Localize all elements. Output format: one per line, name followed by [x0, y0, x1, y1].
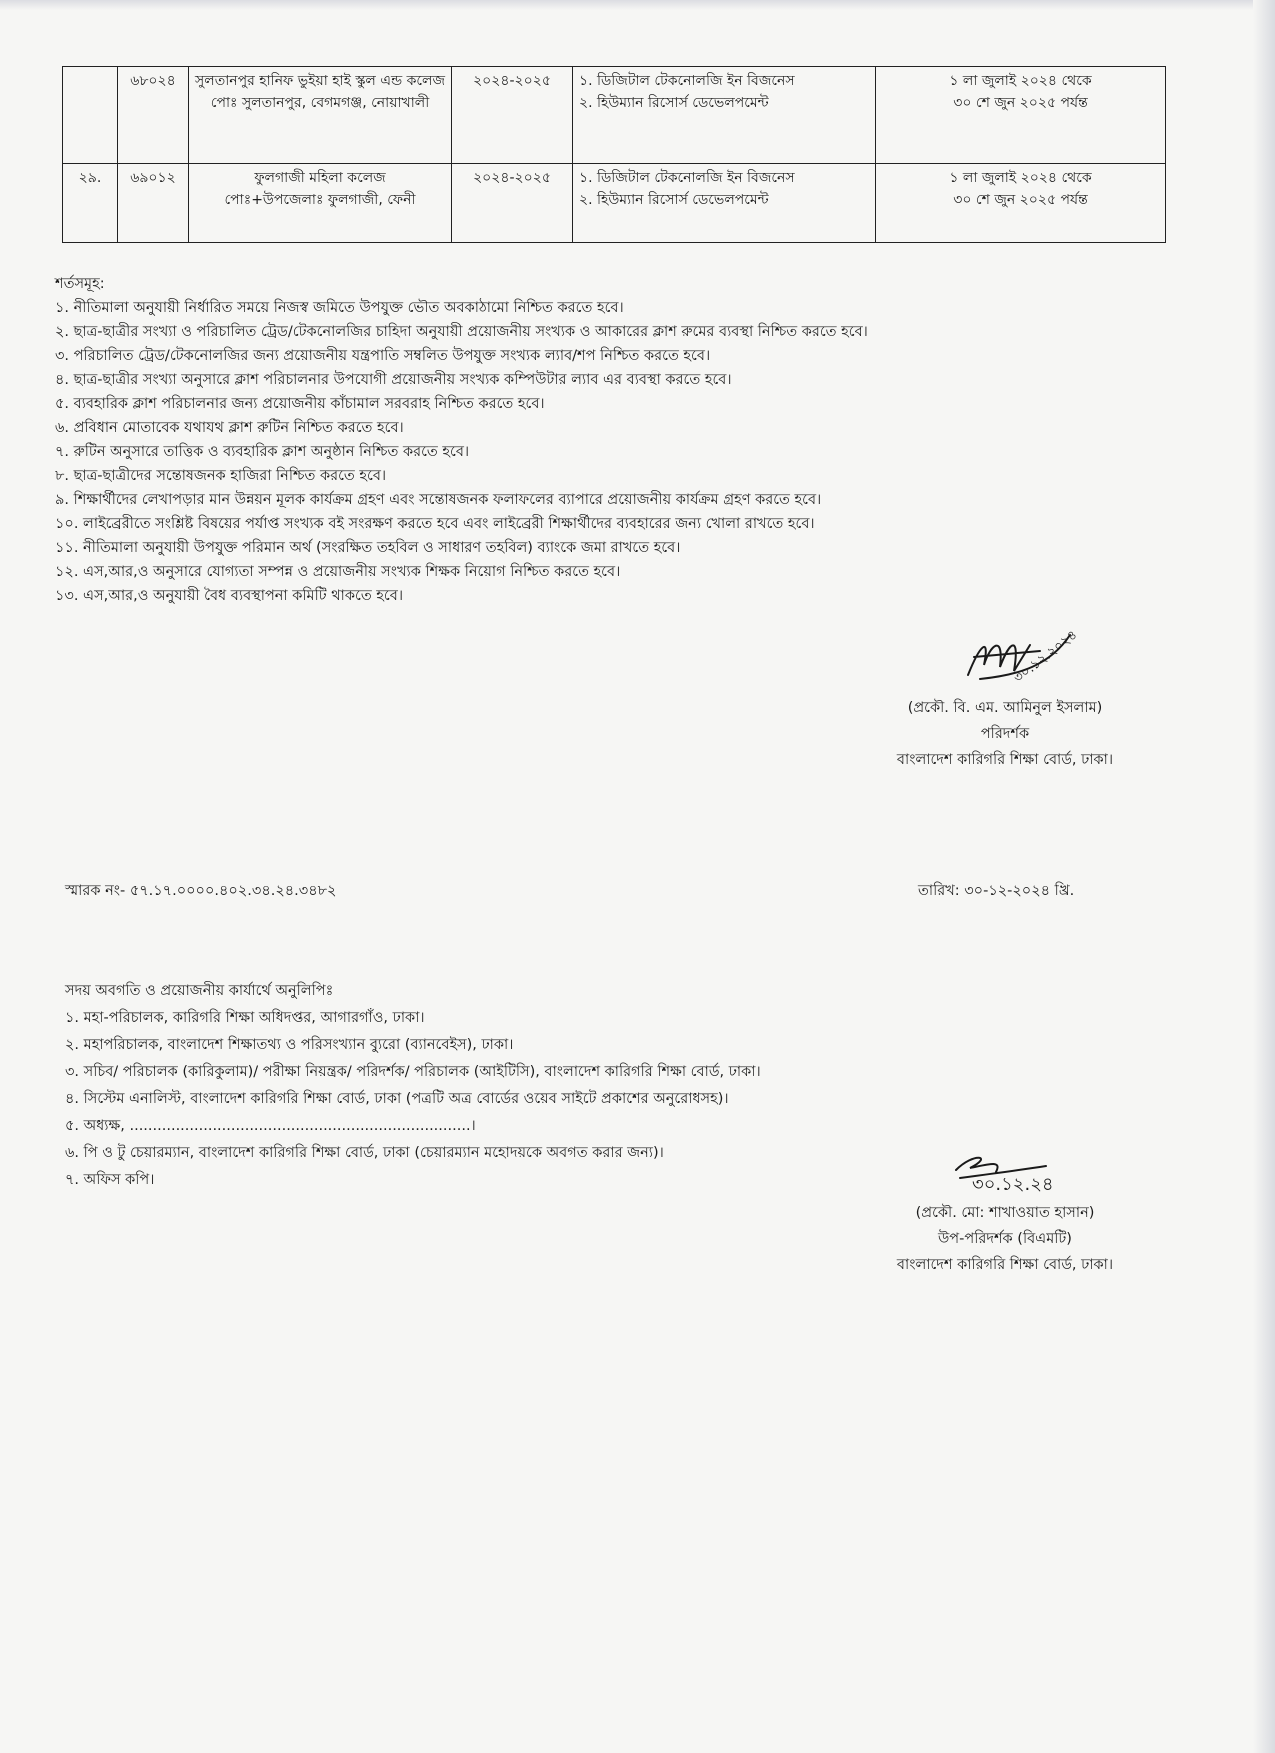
period-cell: [876, 67, 1166, 164]
table-row: [63, 67, 1166, 164]
copy-item: ৪. সিস্টেম এনালিস্ট, বাংলাদেশ কারিগরি শিক্ষা বোর্ড, ঢাকা (পত্রটি অত্র বোর্ডের ওয়েব সাইটে প্রকাশের অনুরোধসহ)।: [65, 1091, 729, 1107]
signatory-name: (প্রকৌ. বি. এম. আমিনুল ইসলাম): [907, 700, 1103, 716]
copy-item: ৬. পি ও টু চেয়ারম্যান, বাংলাদেশ কারিগরি শিক্ষা বোর্ড, ঢাকা (চেয়ারম্যান মহোদয়কে অবগত করার জন্য)।: [65, 1145, 664, 1161]
condition-item: ৪. ছাত্র-ছাত্রীর সংখ্যা অনুসারে ক্লাশ পরিচালনার উপযোগী প্রয়োজনীয় সংখ্যক কম্পিউটার ল্যাব এর ব্যবস্থা করতে হবে।: [55, 372, 732, 388]
condition-item: ১১. নীতিমালা অনুযায়ী উপযুক্ত পরিমান অর্থ (সংরক্ষিত তহবিল ও সাধারণ তহবিল) ব্যাংকে জমা রাখতে হবে।: [55, 540, 681, 556]
institution-name: সুলতানপুর হানিফ ভুইয়া হাই স্কুল এন্ড কলেজ: [195, 73, 445, 89]
signatory-name: (প্রকৌ. মো: শাখাওয়াত হাসান): [915, 1205, 1095, 1221]
condition-item: ৩. পরিচালিত ট্রেড/টেকনোলজির জন্য প্রয়োজনীয় যন্ত্রপাতি সম্বলিত উপযুক্ত সংখ্যক ল্যাব/শপ নিশ্চিত করতে হবে।: [55, 348, 711, 364]
memo-date: তারিখ: ৩০-১২-২০২৪ খ্রি.: [918, 883, 1075, 899]
copies-heading: সদয় অবগতি ও প্রয়োজনীয় কার্যার্থে অনুলিপিঃ: [65, 983, 334, 999]
code-cell: ৬৮০২৪: [118, 67, 189, 164]
period-cell: [876, 164, 1166, 243]
table-row: [63, 164, 1166, 243]
serial-cell: ২৯.: [63, 164, 118, 243]
condition-item: ৫. ব্যবহারিক ক্লাশ পরিচালনার জন্য প্রয়োজনীয় কাঁচামাল সরবরাহ নিশ্চিত করতে হবে।: [55, 396, 545, 412]
technology-item: ১. ডিজিটাল টেকনোলজি ইন বিজনেস: [579, 170, 795, 186]
copy-item: ৫. অধ্যক্ষ, ..........................................................................।: [65, 1118, 476, 1134]
memo-number: স্মারক নং- ৫৭.১৭.০০০০.৪০২.৩৪.২৪.৩৪৮২: [65, 883, 337, 899]
condition-item: ৮. ছাত্র-ছাত্রীদের সন্তোষজনক হাজিরা নিশ্চিত করতে হবে।: [55, 468, 387, 484]
condition-item: ১. নীতিমালা অনুযায়ী নির্ধারিত সময়ে নিজস্ব জমিতে উপযুক্ত ভৌত অবকাঠামো নিশ্চিত করতে হবে।: [55, 300, 624, 316]
condition-item: ৯. শিক্ষার্থীদের লেখাপড়ার মান উন্নয়ন মূলক কার্যক্রম গ্রহণ এবং সন্তোষজনক ফলাফলের ব্যাপারে প্রয়োজনীয় কার্যক্রম গ্রহণ করতে হবে।: [55, 492, 822, 508]
signature-block-deputy: [860, 1200, 1150, 1278]
session-cell: ২০২৪-২০২৫: [452, 164, 573, 243]
technology-cell: [573, 67, 876, 164]
page-edge-top: [0, 0, 1275, 10]
session-cell: ২০২৪-২০২৫: [452, 67, 573, 164]
institution-name: ফুলগাজী মহিলা কলেজ: [254, 170, 386, 186]
serial-cell: [63, 67, 118, 164]
signature-deputy-date: ৩০.১২.২৪: [972, 1174, 1054, 1195]
institution-address: পোঃ সুলতানপুর, বেগমগঞ্জ, নোয়াখালী: [210, 95, 430, 111]
signatory-designation: পরিদর্শক: [980, 726, 1030, 742]
signature-inspector-mark: [960, 605, 1100, 695]
condition-item: ১২. এস,আর,ও অনুসারে যোগ্যতা সম্পন্ন ও প্রয়োজনীয় সংখ্যক শিক্ষক নিয়োগ নিশ্চিত করতে হবে।: [55, 564, 621, 580]
technology-item: ২. হিউম্যান রিসোর্স ডেভেলপমেন্ট: [579, 95, 769, 111]
condition-item: ১০. লাইব্রেরীতে সংশ্লিষ্ট বিষয়ের পর্যাপ্ত সংখ্যক বই সংরক্ষণ করতে হবে এবং লাইব্রেরী শিক্ষার্থীদের ব্যবহারের জন্য খোলা রাখতে হবে।: [55, 516, 815, 532]
copy-item: ২. মহাপরিচালক, বাংলাদেশ শিক্ষাতথ্য ও পরিসংখ্যান ব্যুরো (ব্যানবেইস), ঢাকা।: [65, 1037, 514, 1053]
signatory-designation: উপ-পরিদর্শক (বিএমটি): [938, 1231, 1072, 1247]
period-start: ১ লা জুলাই ২০২৪ থেকে: [949, 170, 1092, 186]
copy-item: ৭. অফিস কপি।: [65, 1172, 155, 1188]
institution-name-cell: [189, 67, 452, 164]
signature-deputy-mark: [950, 1148, 1100, 1206]
copy-item: ৩. সচিব/ পরিচালক (কারিকুলাম)/ পরীক্ষা নিয়ন্ত্রক/ পরিদর্শক/ পরিচালক (আইটিসি), বাংলাদেশ কারিগরি শিক্ষা বোর্ড, ঢাকা।: [65, 1064, 761, 1080]
period-end: ৩০ শে জুন ২০২৫ পর্যন্ত: [953, 95, 1088, 111]
signatory-office: বাংলাদেশ কারিগরি শিক্ষা বোর্ড, ঢাকা।: [896, 1257, 1114, 1273]
period-start: ১ লা জুলাই ২০২৪ থেকে: [949, 73, 1092, 89]
technology-item: ১. ডিজিটাল টেকনোলজি ইন বিজনেস: [579, 73, 795, 89]
condition-item: ১৩. এস,আর,ও অনুযায়ী বৈধ ব্যবস্থাপনা কমিটি থাকতে হবে।: [55, 588, 404, 604]
signature-block-inspector: [860, 695, 1150, 773]
conditions-section: [55, 272, 1175, 608]
technology-item: ২. হিউম্যান রিসোর্স ডেভেলপমেন্ট: [579, 192, 769, 208]
condition-item: ৭. রুটিন অনুসারে তাত্তিক ও ব্যবহারিক ক্লাশ অনুষ্ঠান নিশ্চিত করতে হবে।: [55, 444, 470, 460]
institution-address: পোঃ+উপজেলাঃ ফুলগাজী, ফেনী: [224, 192, 416, 208]
signatory-office: বাংলাদেশ কারিগরি শিক্ষা বোর্ড, ঢাকা।: [896, 752, 1114, 768]
condition-item: ২. ছাত্র-ছাত্রীর সংখ্যা ও পরিচালিত ট্রেড/টেকনোলজির চাহিদা অনুযায়ী প্রয়োজনীয় সংখ্যক ও আকারের ক্লাশ রুমের ব্যবস্থা নিশ্চিত করতে হবে।: [55, 324, 868, 340]
code-cell: ৬৯০১২: [118, 164, 189, 243]
period-end: ৩০ শে জুন ২০২৫ পর্যন্ত: [953, 192, 1088, 208]
copy-item: ১. মহা-পরিচালক, কারিগরি শিক্ষা অধিদপ্তর, আগারগাঁও, ঢাকা।: [65, 1010, 425, 1026]
technology-cell: [573, 164, 876, 243]
signature-inspector-date: ৩০.১২.২০২৪: [1011, 627, 1081, 687]
conditions-heading: শর্তসমূহ:: [55, 276, 105, 292]
institution-name-cell: [189, 164, 452, 243]
institution-table: [62, 66, 1166, 243]
condition-item: ৬. প্রবিধান মোতাবেক যথাযথ ক্লাশ রুটিন নিশ্চিত করতে হবে।: [55, 420, 404, 436]
page-edge-right: [1253, 0, 1275, 1753]
